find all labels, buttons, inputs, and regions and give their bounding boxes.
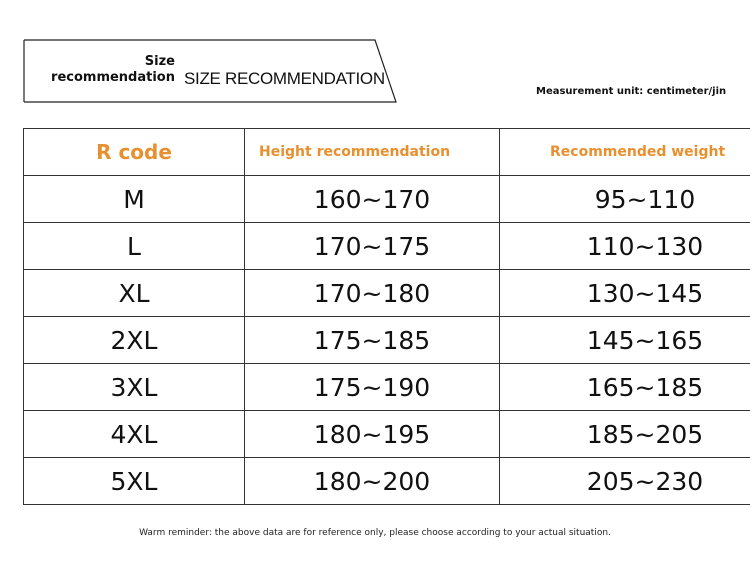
height-cell: 175~190 xyxy=(245,364,500,411)
column-header-height: Height recommendation xyxy=(245,129,500,176)
height-cell: 180~195 xyxy=(245,411,500,458)
weight-cell: 145~165 xyxy=(500,317,750,364)
table-row xyxy=(24,317,750,364)
column-header-code: R code xyxy=(24,129,245,176)
table-row xyxy=(24,411,750,458)
table-row xyxy=(24,458,750,505)
weight-cell: 185~205 xyxy=(500,411,750,458)
warm-reminder-note: Warm reminder: the above data are for reference only, please choose according to your actual situation. xyxy=(139,528,611,538)
weight-cell: 205~230 xyxy=(500,458,750,505)
size-code-cell: M xyxy=(24,176,245,223)
size-code-cell: XL xyxy=(24,270,245,317)
weight-cell: 110~130 xyxy=(500,223,750,270)
size-code-cell: 2XL xyxy=(24,317,245,364)
height-cell: 175~185 xyxy=(245,317,500,364)
height-cell: 160~170 xyxy=(245,176,500,223)
size-recommendation-label: Size recommendation xyxy=(51,54,175,85)
table-row xyxy=(24,223,750,270)
height-cell: 180~200 xyxy=(245,458,500,505)
table-header-row xyxy=(24,129,750,176)
size-code-cell: 5XL xyxy=(24,458,245,505)
height-cell: 170~180 xyxy=(245,270,500,317)
weight-cell: 165~185 xyxy=(500,364,750,411)
height-cell: 170~175 xyxy=(245,223,500,270)
header-banner xyxy=(0,0,750,120)
size-table xyxy=(23,128,750,505)
page-title: SIZE RECOMMENDATION xyxy=(184,69,385,88)
size-code-cell: 3XL xyxy=(24,364,245,411)
column-header-weight: Recommended weight xyxy=(500,129,750,176)
size-code-cell: L xyxy=(24,223,245,270)
table-row xyxy=(24,364,750,411)
size-code-cell: 4XL xyxy=(24,411,245,458)
measurement-unit-note: Measurement unit: centimeter/jin xyxy=(536,86,727,97)
table-row xyxy=(24,270,750,317)
weight-cell: 95~110 xyxy=(500,176,750,223)
weight-cell: 130~145 xyxy=(500,270,750,317)
table-row xyxy=(24,176,750,223)
